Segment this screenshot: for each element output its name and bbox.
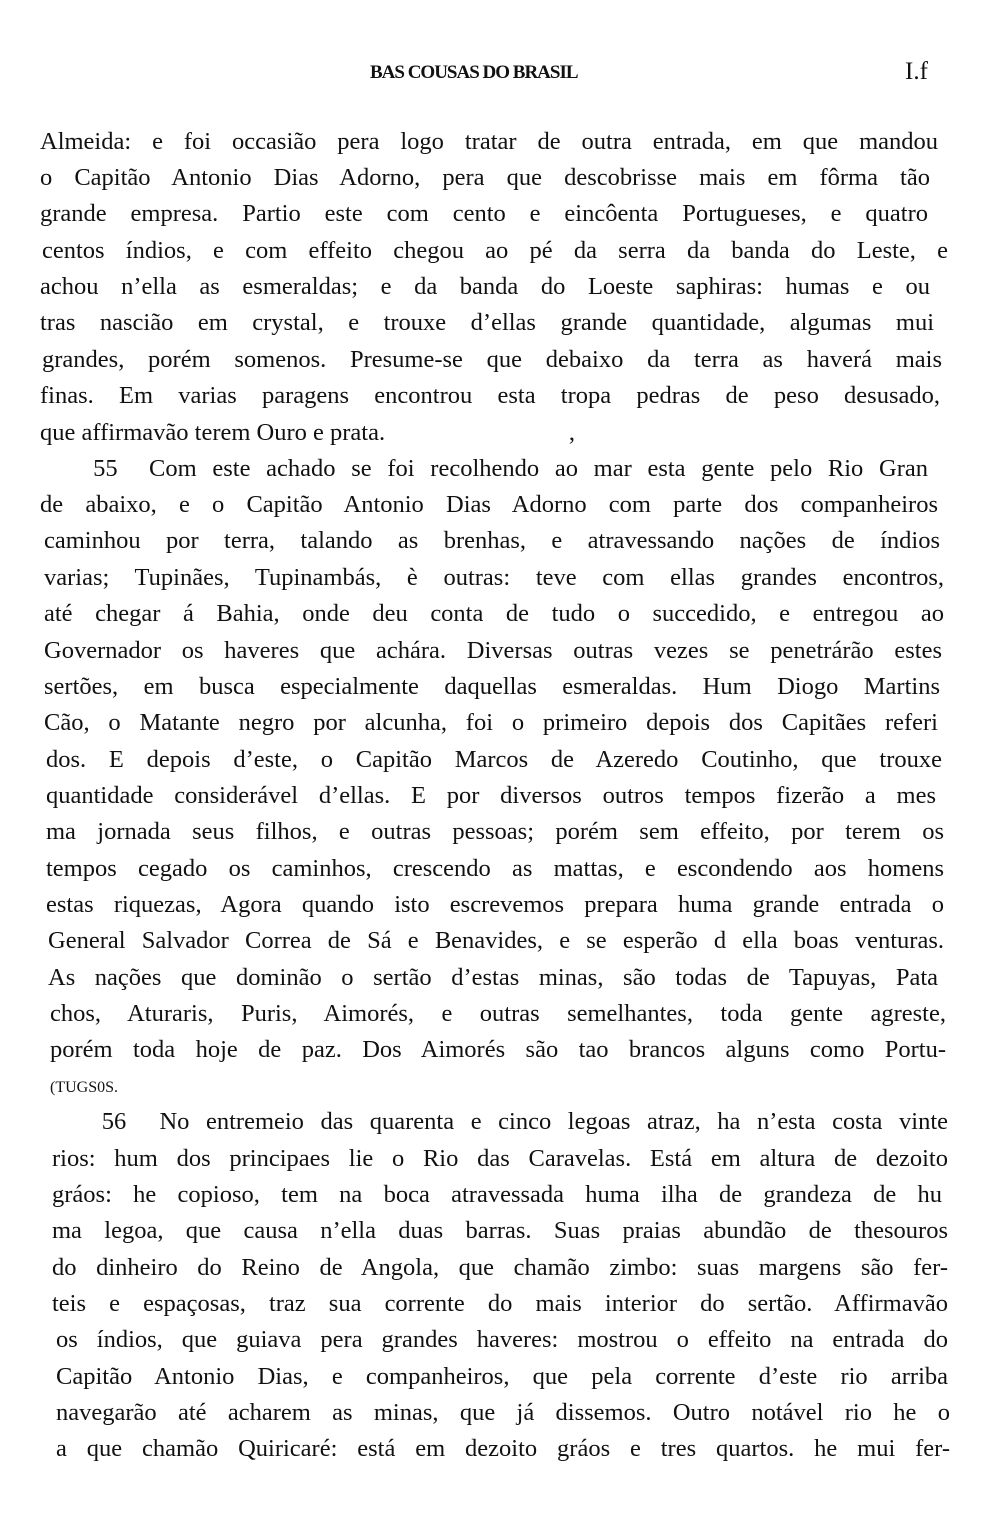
text-line: até chegar á Bahia, onde deu conta de tudo o succedido, e entregou ao — [44, 600, 944, 627]
text-line: ma jornada seus filhos, e outras pessoas; porém sem effeito, por terem os — [46, 818, 944, 845]
text-line: caminhou por terra, talando as brenhas, e atravessando nações de índios — [44, 527, 940, 554]
text-line: finas. Em varias paragens encontrou esta tropa pedras de peso desusado, — [40, 382, 940, 409]
text-line: que affirmavão terem Ouro e prata. , — [40, 419, 575, 446]
text-line: 56 No entremeio das quarenta e cinco legoas atraz, ha n’esta costa vinte — [52, 1108, 948, 1135]
text-line: tras nascião em crystal, e trouxe d’ellas grande quantidade, algumas mui — [40, 309, 934, 336]
text-line: centos índios, e com effeito chegou ao pé da serra da banda do Leste, e — [42, 237, 948, 264]
text-line: o Capitão Antonio Dias Adorno, pera que descobrisse mais em fôrma tão — [40, 164, 930, 191]
text-line: (TUGS0S. — [50, 1079, 119, 1096]
text-line: os índios, que guiava pera grandes haveres: mostrou o effeito na entrada do — [56, 1326, 948, 1353]
text-line: 55 Com este achado se foi recolhendo ao mar esta gente pelo Rio Gran — [46, 455, 928, 482]
text-line: General Salvador Correa de Sá e Benavides, e se esperão d ella boas venturas. — [48, 927, 944, 954]
text-line: do dinheiro do Reino de Angola, que chamão zimbo: suas margens são fer- — [52, 1254, 948, 1281]
running-header-title: BAS COUSAS DO BRASIL — [370, 62, 578, 83]
text-line: Cão, o Matante negro por alcunha, foi o primeiro depois dos Capitães referi — [44, 709, 938, 736]
text-line: grandes, porém somenos. Presume-se que debaixo da terra as haverá mais — [42, 346, 942, 373]
text-line: gráos: he copioso, tem na boca atravessada huma ilha de grandeza de hu — [52, 1181, 942, 1208]
text-line: achou n’ella as esmeraldas; e da banda do Loeste saphiras: humas e ou — [40, 273, 930, 300]
text-line: a que chamão Quiricaré: está em dezoito gráos e tres quartos. he mui fer- — [56, 1435, 950, 1462]
text-line: rios: hum dos principaes lie o Rio das Caravelas. Está em altura de dezoito — [52, 1145, 948, 1172]
text-line: grande empresa. Partio este com cento e eincôenta Portugueses, e quatro — [40, 200, 928, 227]
text-line: teis e espaçosas, traz sua corrente do mais interior do sertão. Affirmavão — [52, 1290, 948, 1317]
text-line: de abaixo, e o Capitão Antonio Dias Adorno com parte dos companheiros — [40, 491, 938, 518]
text-line: Capitão Antonio Dias, e companheiros, que pela corrente d’este rio arriba — [56, 1363, 948, 1390]
text-line: navegarão até acharem as minas, que já dissemos. Outro notável rio he o — [56, 1399, 950, 1426]
text-line: tempos cegado os caminhos, crescendo as mattas, e escondendo aos homens — [46, 855, 944, 882]
text-line: Governador os haveres que achára. Diversas outras vezes se penetrárão estes — [44, 637, 942, 664]
text-line: Almeida: e foi occasião pera logo tratar de outra entrada, em que mandou — [40, 128, 938, 155]
text-line: estas riquezas, Agora quando isto escrevemos prepara huma grande entrada o — [46, 891, 944, 918]
text-line: dos. E depois d’este, o Capitão Marcos de Azeredo Coutinho, que trouxe — [46, 746, 942, 773]
text-line: quantidade considerável d’ellas. E por diversos outros tempos fizerão a mes — [46, 782, 936, 809]
folio-number: I.f — [905, 58, 928, 85]
text-line: porém toda hoje de paz. Dos Aimorés são tao brancos alguns como Portu- — [50, 1036, 946, 1063]
text-line: ma legoa, que causa n’ella duas barras. Suas praias abundão de thesouros — [52, 1217, 948, 1244]
text-line: chos, Aturaris, Puris, Aimorés, e outras semelhantes, toda gente agreste, — [50, 1000, 946, 1027]
text-line: sertões, em busca especialmente daquellas esmeraldas. Hum Diogo Martins — [44, 673, 940, 700]
text-line: varias; Tupinães, Tupinambás, è outras: teve com ellas grandes encontros, — [44, 564, 944, 591]
text-line: As nações que dominão o sertão d’estas minas, são todas de Tapuyas, Pata — [48, 964, 938, 991]
